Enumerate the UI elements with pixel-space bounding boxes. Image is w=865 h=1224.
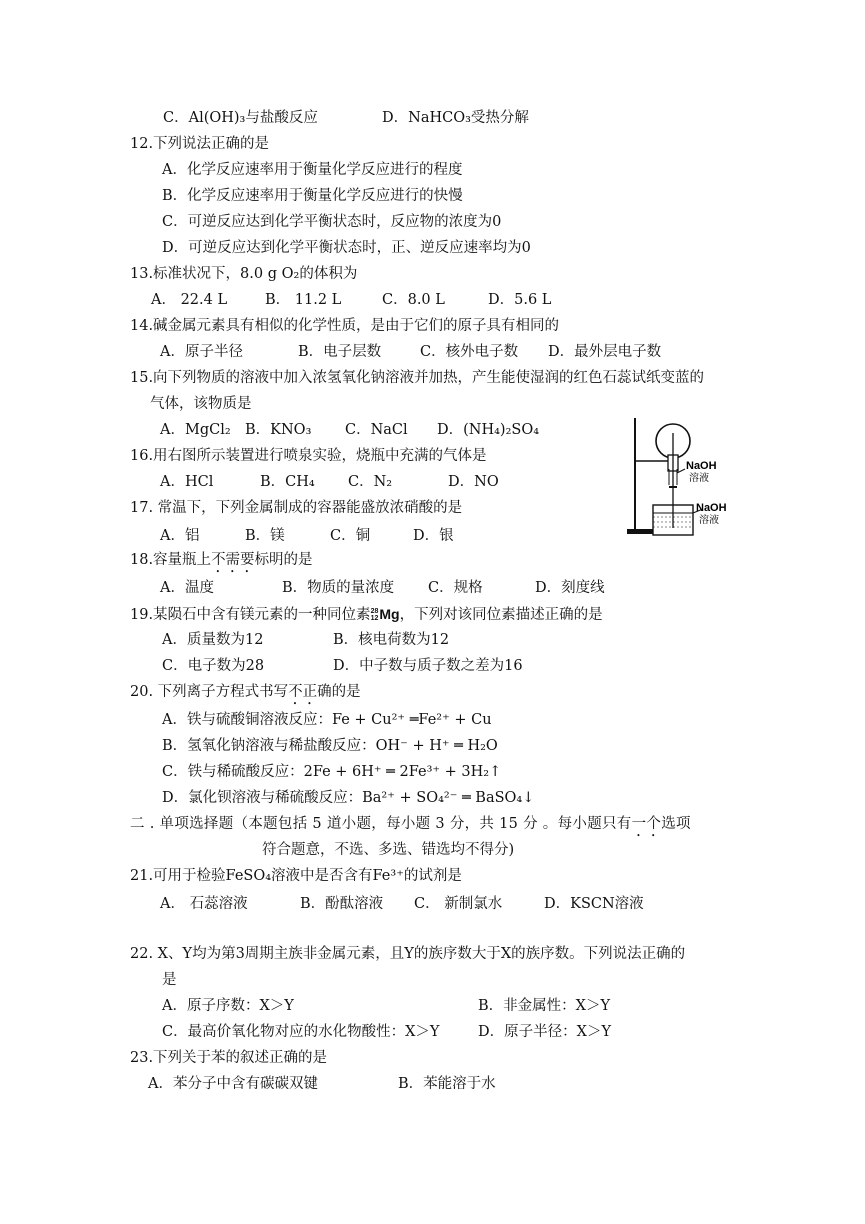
iso-mass: 28: [370, 608, 379, 616]
q16-option-a: A．HCl: [160, 474, 214, 490]
q20-option-c: C．铁与稀硫酸反应：2Fe + 6H⁺ ═ 2Fe³⁺ + 3H₂↑: [162, 764, 502, 780]
q18-stem: [130, 550, 313, 576]
q18-option-c: C．规格: [428, 580, 483, 596]
q20-option-b: B．氢氧化钠溶液与稀盐酸反应：OH⁻ + H⁺ ═ H₂O: [162, 738, 498, 754]
q17-option-c: C．铜: [330, 528, 371, 544]
q17-option-b: B．镁: [245, 528, 285, 544]
q18-option-b: B．物质的量浓度: [282, 580, 395, 596]
q12-option-b: B．化学反应速率用于衡量化学反应进行的快慢: [162, 188, 463, 204]
q13-option-a: A． 22.4 L: [151, 292, 228, 308]
q22-option-a: A．原子序数：X＞Y: [162, 998, 294, 1014]
q12-stem: 12.下列说法正确的是: [130, 136, 270, 152]
q20-stem-post: 确的是: [317, 684, 361, 700]
iso-number: 12: [370, 615, 379, 623]
q12-option-c: C．可逆反应达到化学平衡状态时，反应物的浓度为0: [162, 214, 502, 230]
q19-stem-post: ，下列对该同位素描述正确的是: [399, 607, 603, 623]
q19-stem-pre: 19.某陨石中含有镁元素的一种同位素: [130, 607, 371, 623]
q11-option-c: C．Al(OH)₃与盐酸反应: [163, 110, 318, 126]
isotope-mg-28: [371, 606, 400, 622]
q12-option-d: D．可逆反应达到化学平衡状态时，正、逆反应速率均为0: [162, 240, 531, 256]
q20-stem: [130, 682, 361, 708]
q13-option-d: D．5.6 L: [488, 292, 552, 308]
section2-heading-cont: 符合题意，不选、多选、错选均不得分): [262, 842, 515, 858]
naoh-label-top: NaOH: [686, 460, 717, 472]
q15-stem: 15.向下列物质的溶液中加入浓氢氧化钠溶液并加热，产生能使湿润的红色石蕊试纸变蓝的: [130, 370, 705, 386]
section2-heading-pre: 二 . 单项选择题（本题包括 5 道小题，每小题 3 分，共 15 分 。每小题只有: [130, 816, 632, 832]
q18-stem-post: 标明的是: [254, 552, 313, 568]
q13-stem: 13.标准状况下，8.0 g O₂的体积为: [130, 266, 358, 282]
q13-option-b: B． 11.2 L: [265, 292, 342, 308]
q18-option-d: D．刻度线: [535, 580, 605, 596]
q13-option-c: C．8.0 L: [382, 292, 445, 308]
q18-stem-pre: 18.容量瓶上: [130, 552, 212, 568]
q20-option-a: A．铁与硫酸铜溶液反应：Fe + Cu²⁺ ═Fe²⁺ + Cu: [162, 712, 492, 728]
q22-stem: 22. X、Y均为第3周期主族非金属元素，且Y的族序数大于X的族序数。下列说法正确的: [130, 946, 686, 962]
q22-option-b: B．非金属性：X＞Y: [478, 998, 611, 1014]
q19-option-a: A．质量数为12: [162, 632, 264, 648]
q11-option-d: D．NaHCO₃受热分解: [382, 110, 529, 126]
q20-stem-pre: 20. 下列离子方程式书写: [130, 684, 289, 700]
q21-option-d: D．KSCN溶液: [544, 896, 644, 912]
q14-option-d: D．最外层电子数: [548, 344, 662, 360]
q15-option-c: C．NaCl: [345, 422, 408, 438]
q21-stem: 21.可用于检验FeSO₄溶液中是否含有Fe³⁺的试剂是: [130, 868, 462, 884]
section2-emphasis: 一个: [631, 816, 662, 832]
q16-stem: 16.用右图所示装置进行喷泉实验，烧瓶中充满的气体是: [130, 448, 487, 464]
q17-option-a: A．铝: [160, 528, 200, 544]
q12-option-a: A．化学反应速率用于衡量化学反应进行的程度: [162, 162, 463, 178]
q14-option-a: A．原子半径: [160, 344, 243, 360]
q19-option-c: C．电子数为28: [162, 658, 265, 674]
q17-stem: 17. 常温下，下列金属制成的容器能盛放浓硝酸的是: [130, 500, 463, 516]
q17-option-d: D．银: [413, 528, 454, 544]
q23-stem: 23.下列关于苯的叙述正确的是: [130, 1050, 328, 1066]
solution-label-top: 溶液: [689, 473, 709, 484]
q23-option-b: B．苯能溶于水: [398, 1076, 496, 1092]
q15-option-b: B．KNO₃: [245, 422, 312, 438]
naoh-label-bottom: NaOH: [696, 502, 727, 514]
q20-option-d: D．氯化钡溶液与稀硫酸反应：Ba²⁺ + SO₄²⁻ ═ BaSO₄↓: [162, 790, 535, 806]
q22-option-c: C．最高价氧化物对应的水化物酸性：X＞Y: [162, 1024, 440, 1040]
q14-option-b: B．电子层数: [298, 344, 382, 360]
section2-heading: [130, 814, 691, 840]
fountain-apparatus-figure: [625, 413, 735, 538]
q15-stem-cont: 气体，该物质是: [150, 396, 252, 412]
q18-emphasis: 不需要: [211, 552, 255, 568]
q16-option-d: D．NO: [448, 474, 499, 490]
q18-option-a: A．温度: [160, 580, 214, 596]
q22-option-d: D．原子半径：X＞Y: [478, 1024, 612, 1040]
solution-label-bottom: 溶液: [699, 515, 719, 526]
q16-option-c: C．N₂: [348, 474, 393, 490]
q21-option-b: B．酚酞溶液: [300, 896, 384, 912]
q20-emphasis: 不正: [288, 684, 318, 700]
section2-heading-post: 选项: [661, 816, 691, 832]
q22-stem-cont: 是: [162, 972, 177, 988]
q23-option-a: A．苯分子中含有碳碳双键: [148, 1076, 318, 1092]
q14-stem: 14.碱金属元素具有相似的化学性质，是由于它们的原子具有相同的: [130, 318, 560, 334]
q19-option-d: D．中子数与质子数之差为16: [333, 658, 523, 674]
q21-option-c: C． 新制氯水: [414, 896, 503, 912]
q16-option-b: B．CH₄: [260, 474, 315, 490]
iso-symbol: Mg: [379, 606, 400, 622]
q19-stem: [130, 604, 603, 625]
q14-option-c: C．核外电子数: [420, 344, 519, 360]
q19-option-b: B．核电荷数为12: [333, 632, 450, 648]
q21-option-a: A． 石蕊溶液: [160, 896, 248, 912]
q15-option-d: D．(NH₄)₂SO₄: [437, 422, 540, 438]
q15-option-a: A．MgCl₂: [160, 422, 231, 438]
